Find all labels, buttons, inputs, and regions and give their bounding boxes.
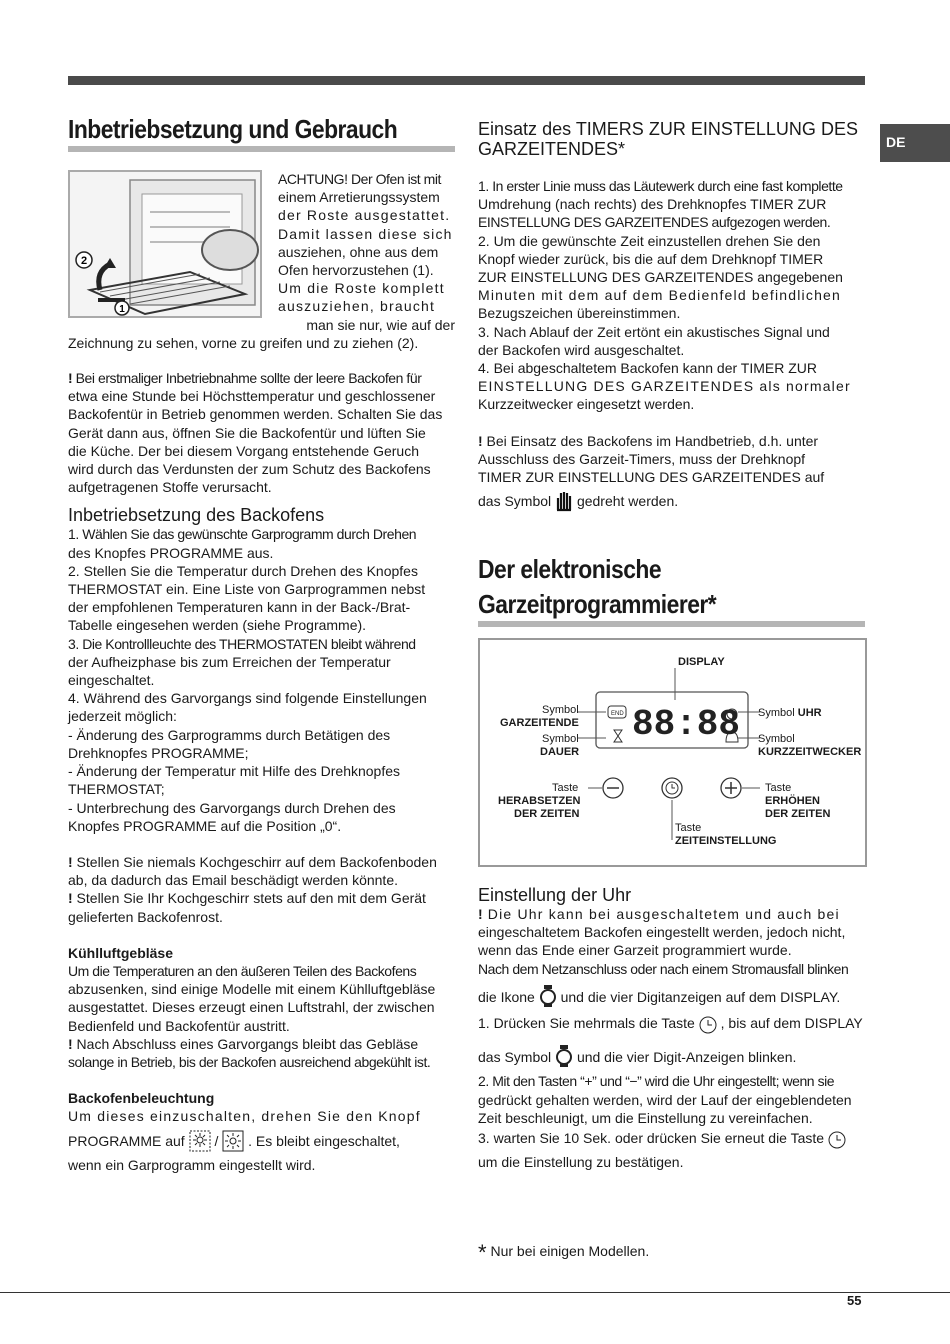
manual-line: Ausschluss des Garzeit-Timers, muss der Drehknopf [478,450,806,467]
timer-line: EINSTELLUNG DES GARZEITENDES als normaler [478,378,851,395]
manual-line: TIMER ZUR EINSTELLUNG DES GARZEITENDES auf [478,469,825,486]
right-column [478,119,864,516]
intro-line: auszuziehen, braucht [278,298,436,315]
subsection-title-startup: Inbetriebsetzung des Backofens [68,505,325,526]
clock-line: um die Einstellung zu bestätigen. [478,1154,684,1171]
step-line: 3. Die Kontrollleuchte des THERMOSTATEN bleibt während [68,635,416,652]
footnote-star: * [478,1240,487,1265]
symbol-label: Symbol [758,733,795,745]
timer-line: ZUR EINSTELLUNG DES GARZEITENDES angegebenen [478,269,843,286]
cooling-line: Um die Temperaturen an den äußeren Teilen des Backofens [68,962,417,979]
warning-text: ab, da dadurch das Email beschädigt werden könnte. [68,872,398,889]
step-line: der Aufheizphase bis zum Erreichen der Temperatur [68,653,391,670]
step-line: eingeschaltet. [68,672,155,689]
display-digits: 88:88 [632,704,741,745]
dauer-label: DAUER [540,746,580,758]
step-line: - Änderung der Temperatur mit Hilfe des Drehknopfes [68,763,401,780]
clock-line: das Symbol [478,1049,552,1066]
cooling-line: Bedienfeld und Backofentür austritt. [68,1017,290,1034]
section-title-programmer [478,552,865,627]
exclamation-icon: ! [68,853,73,870]
section-title-usage: Inbetriebsetzung und Gebrauch [68,114,398,144]
intro-line: einem Arretierungssystem [278,189,440,206]
manual-line: das Symbol [478,493,552,510]
title-underline [68,146,455,152]
footnote [478,1240,649,1266]
hand-symbol-icon [555,490,573,516]
section-title-line: Der elektronische [478,554,662,584]
zeiteinstellung-label: ZEITEINSTELLUNG [675,835,777,847]
light-line: Um dieses einzuschalten, drehen Sie den Knopf [68,1108,421,1125]
light-line: . Es bleibt eingeschaltet, [248,1132,400,1149]
light-fan-symbol-icon [189,1130,211,1156]
clock-line: und die vier Digit-Anzeigen blinken. [576,1049,797,1066]
warning-text: Gerät dann aus, öffnen Sie die Backofentür und lüften Sie [68,424,426,441]
light-line: wenn ein Garprogramm eingestellt wird. [68,1156,316,1173]
bottom-rule [0,1292,950,1293]
clock-icon [555,1044,573,1072]
warning-text: die Küche. Der bei diesem Vorgang entstehende Geruch [68,442,420,459]
der-zeiten-label: DER ZEITEN [765,808,831,820]
clock-line: wenn das Ende einer Garzeit programmiert wurde. [478,942,792,959]
intro-line: Zeichnung zu sehen, vorne zu greifen und zu ziehen (2). [68,334,419,351]
manual-line: Bei Einsatz des Backofens im Handbetrieb, d.h. unter [482,432,819,449]
step-line: THERMOSTAT; [68,781,165,798]
timer-line: EINSTELLUNG DES GARZEITENDES aufgezogen werden. [478,214,831,231]
erhoehen-label: ERHÖHEN [765,795,821,807]
der-zeiten-label: DER ZEITEN [514,808,580,820]
manual-line: gedreht werden. [576,493,679,510]
clock-line: die Ikone [478,988,535,1005]
cooling-line: solange in Betrieb, bis der Backofen ausreichend abgekühlt ist. [68,1053,431,1070]
clock-setting-section [478,885,864,1171]
step-line: der empfohlenen Temperaturen kann in der Back-/Brat- [68,599,411,616]
clock-line: 2. Mit den Tasten “+” und “−” wird die Uhr eingestellt; wenn sie [478,1073,835,1090]
top-rule [68,76,865,85]
clock-button-icon [699,1016,717,1038]
clock-button-icon [828,1131,846,1153]
warning-text: Stellen Sie Ihr Kochgeschirr stets auf den mit dem Gerät [72,890,426,907]
step-line: 1. Wählen Sie das gewünschte Garprogramm durch Drehen [68,526,417,543]
timer-line: Umdrehung (nach rechts) des Drehknopfes TIMER ZUR [478,196,827,213]
intro-line: ACHTUNG! Der Ofen ist mit [278,171,441,187]
section-title-line: Garzeitprogrammierer* [478,589,717,619]
cooling-line: Nach Abschluss eines Garvorgangs bleibt das Gebläse [72,1035,419,1052]
oven-rack-illustration [68,170,262,318]
timer-line: 1. In erster Linie muss das Läutewerk durch eine fast komplette [478,178,843,194]
timer-line: 3. Nach Ablauf der Zeit ertönt ein akustisches Signal und [478,323,830,340]
warning-text: Bei erstmaliger Inbetriebnahme sollte der leere Backofen für [72,370,422,387]
herabsetzen-label: HERABSETZEN [498,795,581,807]
symbol-label: Symbol [542,733,579,745]
exclamation-icon: ! [478,906,483,922]
startup-steps [68,525,455,834]
light-symbol-icon [222,1130,244,1156]
illustration-number-1: 1 [119,304,125,315]
footnote-text: Nur bei einigen Modellen. [490,1243,650,1259]
clock-line: Zeit beschleunigt, um die Einstellung zu vereinfachen. [478,1109,813,1126]
intro-line: Ofen hervorzustehen (1). [278,262,434,279]
intro-line: man sie nur, wie auf der [306,316,455,333]
subsection-title-timer: Einsatz des TIMERS ZUR EINSTELLUNG DES GARZEITENDES* [478,119,858,159]
symbol-label: Symbol [542,704,579,716]
warning-text: aufgetragenen Stoffe verursacht. [68,479,272,496]
timer-text [478,177,864,414]
clock-line: , bis auf dem DISPLAY [720,1015,863,1032]
oven-light-text [68,1107,455,1174]
exclamation-icon: ! [68,1035,73,1052]
subsection-title-clock: Einstellung der Uhr [478,885,632,905]
clock-line: Die Uhr kann bei ausgeschaltetem und auch bei [482,906,840,922]
timer-line: Kurzzeitwecker eingesetzt werden. [478,396,695,413]
clock-line: Nach dem Netzanschluss oder nach einem Stromausfall blinken [478,960,849,977]
exclamation-icon: ! [478,432,483,449]
step-line: 2. Stellen Sie die Temperatur durch Drehen des Knopfes [68,562,418,579]
cooling-line: abzusenken, sind einige Modelle mit einem Kühlluftgebläse [68,981,436,998]
timer-line: 4. Bei abgeschaltetem Backofen kann der TIMER ZUR [478,360,818,377]
step-line: Drehknopfes PROGRAMME; [68,744,249,761]
cooling-line: ausgestattet. Dieses erzeugt einen Luftstrahl, der zwischen [68,999,435,1016]
intro-line: Damit lassen diese sich [278,225,453,242]
taste-label: Taste [675,822,702,834]
light-line: PROGRAMME auf [68,1132,185,1149]
taste-label: Taste [765,782,792,794]
intro-line: ausziehen, ohne aus dem [278,243,439,260]
timer-line: Minuten mit dem auf dem Bedienfeld befindlichen [478,287,842,304]
timer-line: der Backofen wird ausgeschaltet. [478,341,685,358]
garzeitende-label: GARZEITENDE [500,717,579,729]
step-line: jederzeit möglich: [68,708,177,725]
clock-line: 3. warten Sie 10 Sek. oder drücken Sie erneut die Taste [478,1130,825,1147]
display-label: DISPLAY [678,656,725,668]
page-number: 55 [847,1293,862,1308]
step-line: Tabelle eingesehen werden (siehe Programme). [68,617,367,634]
step-line: - Unterbrechung des Garvorgangs durch Drehen des [68,799,396,816]
cookware-warnings [68,853,455,926]
step-line: THERMOSTAT ein. Eine Liste von Garprogrammen nebst [68,581,426,598]
timer-line: Bezugszeichen übereinstimmen. [478,305,681,322]
warning-text: Stellen Sie niemals Kochgeschirr auf dem Backofenboden [72,853,437,870]
programmer-diagram [478,638,867,867]
first-use-warning [68,369,455,496]
clock-icon [539,984,557,1012]
intro-line: der Roste ausgestattet. [278,207,451,224]
step-line: 4. Während des Garvorgangs sind folgende Einstellungen [68,690,427,707]
kurzzeitwecker-label: KURZZEITWECKER [758,746,862,758]
warning-text: gelieferten Backofenrost. [68,908,223,925]
title-underline [478,621,865,627]
taste-label: Taste [552,782,579,794]
step-line: Knopfes PROGRAMME auf die Position „0“. [68,817,342,834]
warning-text: wird durch das Verdunsten der zum Schutz des Backofens [68,461,431,478]
cooling-fan-text [68,962,455,1071]
timer-line: Knopf wieder zurück, bis die auf dem Drehknopf TIMER [478,250,824,267]
left-column [68,112,455,1174]
end-label: END [611,711,624,717]
exclamation-icon: ! [68,370,73,387]
illustration-number-2: 2 [80,255,88,267]
warning-text: etwa eine Stunde bei Höchsttemperatur und geschlossener [68,388,436,405]
language-tab: DE [880,124,950,162]
clock-line: gedrückt gehalten werden, wird der Lauf der eingeblendeten [478,1091,852,1108]
step-line: des Knopfes PROGRAMME aus. [68,544,274,561]
manual-mode-note [478,432,864,517]
warning-text: Backofentür in Betrieb genommen werden. Schalten Sie das [68,406,443,423]
clock-line: 1. Drücken Sie mehrmals die Taste [478,1015,695,1032]
exclamation-icon: ! [68,890,73,907]
intro-line: Um die Roste komplett [278,280,445,297]
clock-line: und die vier Digitanzeigen auf dem DISPLAY. [560,988,841,1005]
timer-line: 2. Um die gewünschte Zeit einzustellen drehen Sie den [478,232,821,249]
light-line: / [214,1132,219,1149]
subsection-title-oven-light: Backofenbeleuchtung [68,1090,215,1107]
uhr-label: Symbol UHR [758,707,822,719]
subsection-title-cooling-fan: Kühlluftgebläse [68,944,174,961]
clock-line: eingeschaltetem Backofen eingestellt werden, jedoch nicht, [478,924,846,941]
step-line: - Änderung des Garprogramms durch Betätigen des [68,726,391,743]
